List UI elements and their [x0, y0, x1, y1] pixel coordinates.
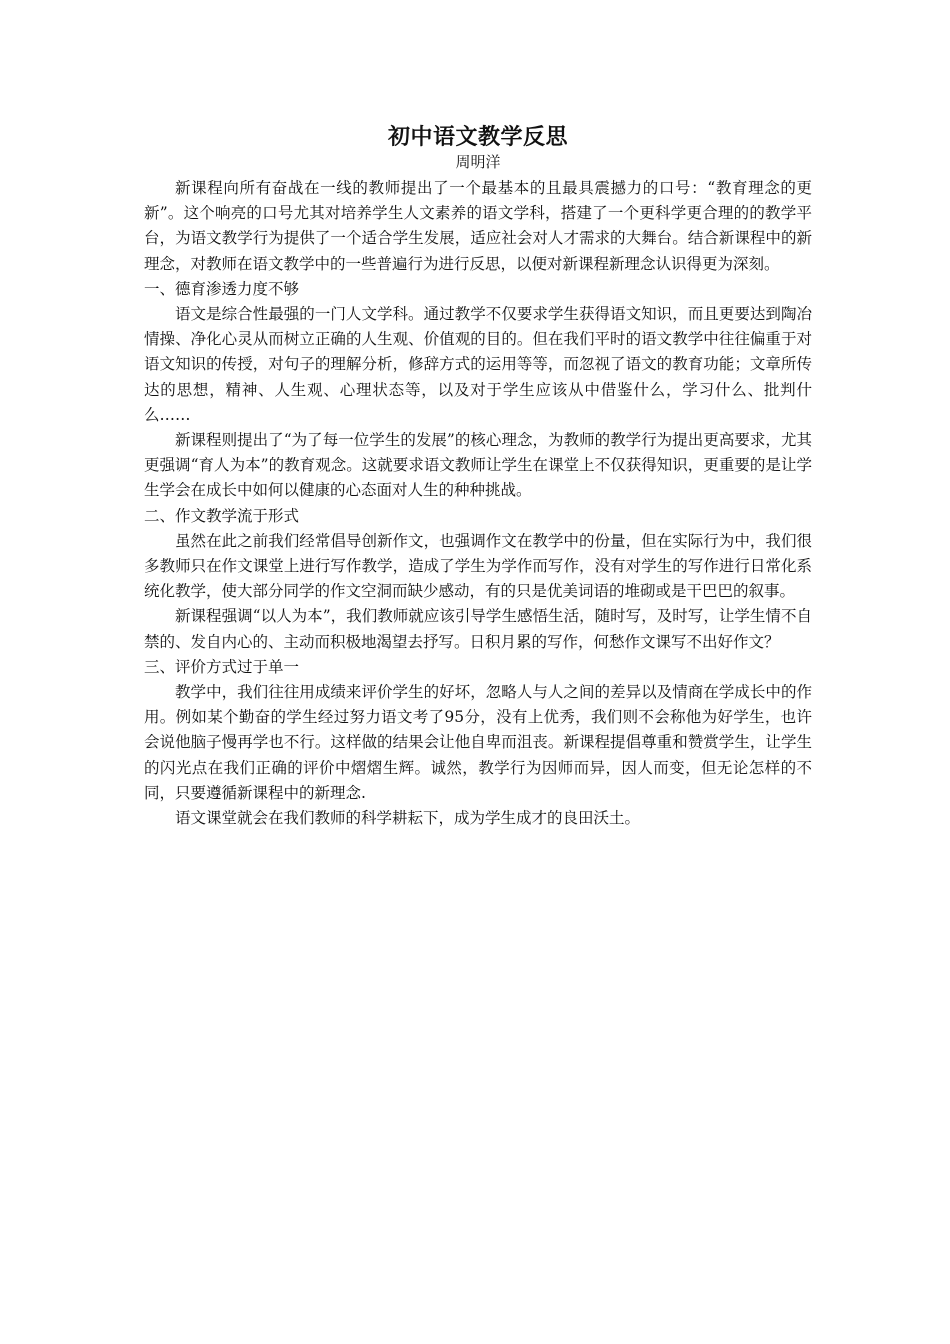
document-body — [144, 122, 812, 831]
section-3-paragraph-2: 语文课堂就会在我们教师的科学耕耘下，成为学生成才的良田沃土。 — [175, 809, 641, 828]
section-1-paragraph-2: 新课程则提出了“为了每一位学生的发展”的核心理念，为教师的教学行为提出更高要求，尤其更强调“育人为本”的教育观念。这就要求语文教师让学生在课堂上不仅获得知识，更重要的是让学生学会在成长中如何以健康的心态面对人生的种种挑战。 — [144, 431, 812, 500]
section-2-paragraph-2: 新课程强调“以人为本”，我们教师就应该引导学生感悟生活，随时写，及时写，让学生情不自禁的、发自内心的、主动而积极地渴望去抒写。日积月累的写作，何愁作文课写不出好作文？ — [144, 607, 812, 651]
document-title: 初中语文教学反思 — [387, 124, 568, 150]
section-1-heading: 一、德育渗透力度不够 — [144, 279, 300, 298]
section-2-paragraph-1: 虽然在此之前我们经常倡导创新作文，也强调作文在教学中的份量，但在实际行为中，我们很多教师只在作文课堂上进行写作教学，造成了学生为学作而写作，没有对学生的写作进行日常化系统化教学，使大部分同学的作文空洞而缺少感动，有的只是优美词语的堆砌或是干巴巴的叙事。 — [144, 531, 812, 601]
section-3-heading: 三、评价方式过于单一 — [144, 657, 300, 676]
intro-paragraph: 新课程向所有奋战在一线的教师提出了一个最基本的且最具震撼力的口号：“教育理念的更新”。这个响亮的口号尤其对培养学生人文素养的语文学科，搭建了一个更科学更合理的的教学平台，为语文教学行为提供了一个适合学生发展，适应社会对人才需求的大舞台。结合新课程中的新理念，对教师在语文教学中的一些普遍行为进行反思，以便对新课程新理念认识得更为深刻。 — [144, 179, 812, 273]
section-3-paragraph-1: 教学中，我们往往用成绩来评价学生的好坏，忽略人与人之间的差异以及情商在学成长中的作用。例如某个勤奋的学生经过努力语文考了95分，没有上优秀，我们则不会称他为好学生，也许会说他脑子慢再学也不行。这样做的结果会让他自卑而沮丧。新课程提倡尊重和赞赏学生，让学生的闪光点在我们正确的评价中熠熠生辉。诚然，教学行为因师而异，因人而变，但无论怎样的不同，只要遵循新课程中的新理念. — [144, 683, 812, 802]
section-1-paragraph-1: 语文是综合性最强的一门人文学科。通过教学不仅要求学生获得语文知识，而且更要达到陶冶情操、净化心灵从而树立正确的人生观、价值观的目的。但在我们平时的语文教学中往往偏重于对语文知识的传授，对句子的理解分析，修辞方式的运用等等，而忽视了语文的教育功能；文章所传达的思想，精神、人生观、心理状态等，以及对于学生应该从中借鉴什么，学习什么、批判什么…… — [144, 305, 812, 424]
document-author: 周明洋 — [455, 153, 501, 171]
section-2-heading: 二、作文教学流于形式 — [144, 506, 300, 525]
